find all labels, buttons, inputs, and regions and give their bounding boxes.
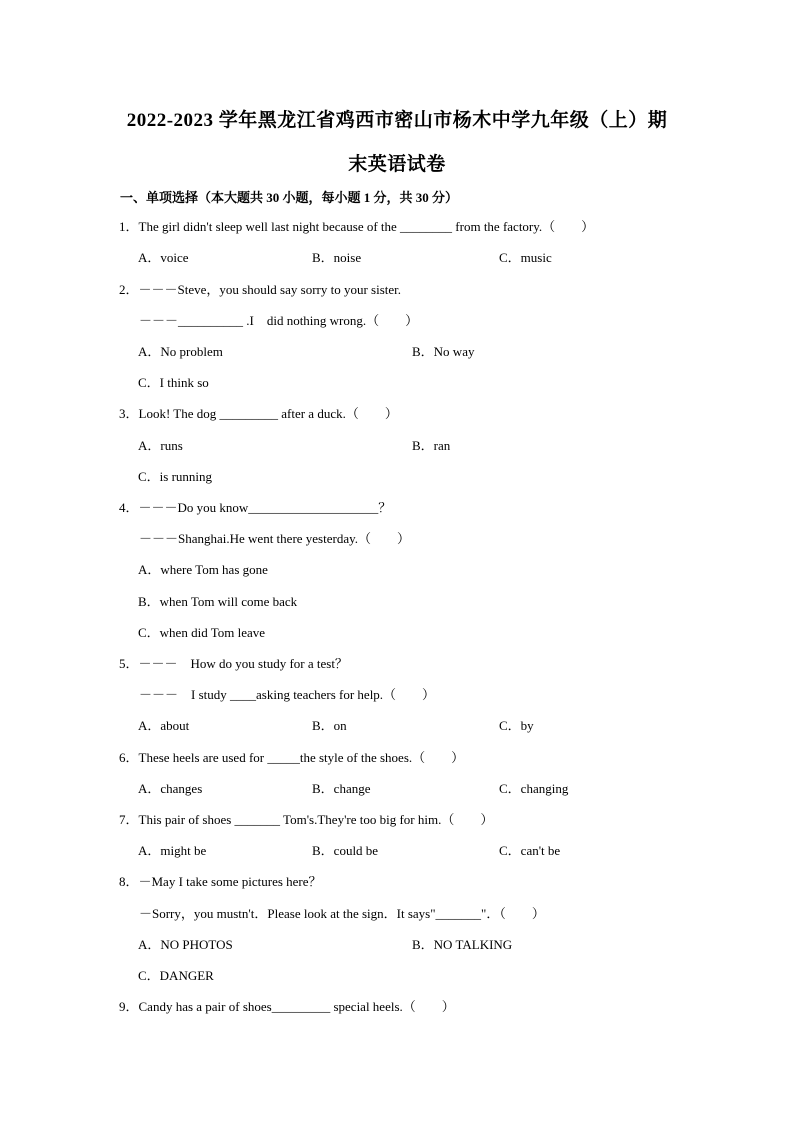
question-5-option-a[interactable]: A．about [138,718,190,733]
question-5-stem: 5．－－－ How do you study for a test？ [119,656,348,671]
question-5-option-b[interactable]: B．on [312,718,347,733]
question-9-stem: 9．Candy has a pair of shoes_________ special heels.（ ） [119,999,455,1014]
question-8-stem: 8．－May I take some pictures here？ [119,874,322,889]
question-8-stem-reply: －Sorry，you mustn't．Please look at the sign．It says"_______"．（ ） [139,906,545,921]
section-heading: 一、单项选择（本大题共 30 小题，每小题 1 分，共 30 分） [120,190,459,205]
question-7-option-a[interactable]: A．might be [138,843,207,858]
question-1-option-a[interactable]: A．voice [138,250,189,265]
question-1-stem: 1．The girl didn't sleep well last night because of the ________ from the factory.（ ） [119,219,595,234]
question-6-option-c[interactable]: C．changing [499,781,569,796]
question-7-option-b[interactable]: B．could be [312,843,379,858]
question-7-stem: 7．This pair of shoes _______ Tom's.They're too big for him.（ ） [119,812,494,827]
question-4-option-b[interactable]: B．when Tom will come back [138,594,298,609]
question-2-option-c[interactable]: C．I think so [138,375,209,390]
question-4-stem: 4．－－－Do you know____________________？ [119,500,392,515]
question-4-option-c[interactable]: C．when did Tom leave [138,625,266,640]
question-5-stem-reply: －－－ I study ____asking teachers for help.（ ） [139,687,436,702]
question-8-option-a[interactable]: A．NO PHOTOS [138,937,233,952]
question-6-option-b[interactable]: B．change [312,781,371,796]
question-3-option-b[interactable]: B．ran [412,438,451,453]
question-4-option-a[interactable]: A．where Tom has gone [138,562,268,577]
question-5-option-c[interactable]: C．by [499,718,534,733]
question-8-option-c[interactable]: C．DANGER [138,968,214,983]
question-2-option-a[interactable]: A．No problem [138,344,223,359]
question-3-option-a[interactable]: A．runs [138,438,183,453]
question-2-stem-reply: －－－__________ .I did nothing wrong.（ ） [139,313,419,328]
question-7-option-c[interactable]: C．can't be [499,843,561,858]
question-3-stem: 3．Look! The dog _________ after a duck.（ ） [119,406,398,421]
question-6-stem: 6．These heels are used for _____the style of the shoes.（ ） [119,750,465,765]
question-1-option-c[interactable]: C．music [499,250,552,265]
question-4-stem-reply: －－－Shanghai.He went there yesterday.（ ） [139,531,411,546]
question-6-option-a[interactable]: A．changes [138,781,203,796]
question-2-stem: 2．－－－Steve，you should say sorry to your sister. [119,282,402,297]
question-2-option-b[interactable]: B．No way [412,344,475,359]
question-1-option-b[interactable]: B．noise [312,250,362,265]
question-3-option-c[interactable]: C．is running [138,469,213,484]
document-title-line1: 2022-2023 学年黑龙江省鸡西市密山市杨木中学九年级（上）期 [126,110,668,131]
question-8-option-b[interactable]: B．NO TALKING [412,937,513,952]
document-title-line2: 末英语试卷 [348,154,446,175]
